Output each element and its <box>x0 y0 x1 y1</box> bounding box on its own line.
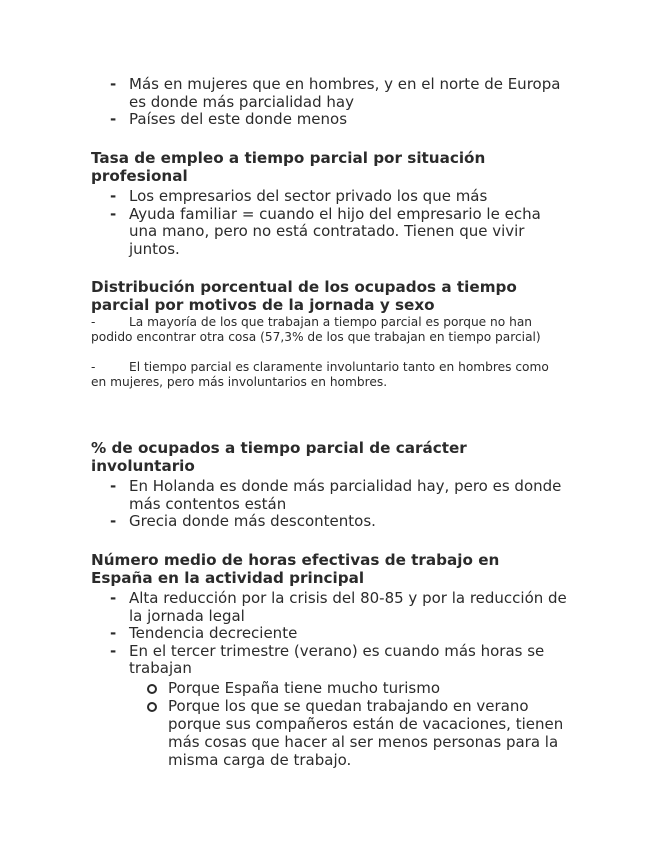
bullet-list <box>0 76 569 129</box>
sub-list-item <box>0 679 568 697</box>
dash-bullet: - <box>110 75 117 93</box>
dash-bullet: - <box>110 512 117 530</box>
list-item <box>0 76 569 111</box>
sub-list-item <box>0 697 568 769</box>
list-item <box>0 625 569 643</box>
bullet-list <box>0 188 569 258</box>
dash-bullet: - <box>91 360 96 374</box>
section-intro <box>0 76 569 129</box>
list-item-text: Países del este donde menos <box>129 110 348 128</box>
list-item-text: Los empresarios del sector privado los que más <box>129 187 488 205</box>
bullet-list <box>0 478 569 531</box>
section-involuntary <box>0 440 569 531</box>
circle-bullet-icon <box>147 702 157 712</box>
dash-bullet: - <box>110 624 117 642</box>
list-item-text: Alta reducción por la crisis del 80-85 y por la reducción de la jornada legal <box>129 589 567 625</box>
list-item <box>0 478 569 513</box>
list-item <box>0 513 569 531</box>
section-employment-rate <box>0 150 569 258</box>
note-paragraph <box>0 315 561 345</box>
list-item-text: Tendencia decreciente <box>129 624 298 642</box>
list-item-text: Más en mujeres que en hombres, y en el norte de Europa es donde más parcialidad hay <box>129 75 561 111</box>
list-item-text: Grecia donde más descontentos. <box>129 512 376 530</box>
bullet-list <box>0 590 569 678</box>
list-item <box>0 188 569 206</box>
sub-list-item-text: Porque España tiene mucho turismo <box>168 678 441 697</box>
dash-bullet: - <box>110 477 117 495</box>
sub-list-item-text: Porque los que se quedan trabajando en verano porque sus compañeros están de vacaciones, tienen más cosas que hacer al ser menos personas para la misma carga de trabajo. <box>168 696 564 769</box>
list-item-text: En el tercer trimestre (verano) es cuando más horas se trabajan <box>129 641 545 677</box>
dash-bullet: - <box>110 641 117 660</box>
list-item <box>0 111 569 129</box>
section-heading: Tasa de empleo a tiempo parcial por situación profesional <box>91 149 486 185</box>
section-heading: Distribución porcentual de los ocupados a tiempo parcial por motivos de la jornada y sexo <box>91 278 517 314</box>
list-item <box>0 206 569 259</box>
dash-bullet: - <box>110 589 117 607</box>
sub-bullet-list <box>0 679 569 769</box>
section-heading: % de ocupados a tiempo parcial de carácter involuntario <box>91 439 467 475</box>
section-heading: Número medio de horas efectivas de trabajo en España en la actividad principal <box>91 551 500 587</box>
list-item-text: Ayuda familiar = cuando el hijo del empresario le echa una mano, pero no está contratado. Tienen que vivir juntos. <box>129 204 541 258</box>
dash-bullet: - <box>110 187 117 205</box>
circle-bullet-icon <box>147 684 157 694</box>
dash-bullet: - <box>110 204 117 223</box>
paragraph-text: El tiempo parcial es claramente involuntario tanto en hombres como en mujeres, pero más involuntarios en hombres. <box>91 360 549 389</box>
list-item-text: En Holanda es donde más parcialidad hay, pero es donde más contentos están <box>129 477 562 513</box>
section-hours <box>0 552 569 769</box>
list-item <box>0 590 569 625</box>
section-distribution <box>0 279 561 390</box>
paragraph-text: La mayoría de los que trabajan a tiempo parcial es porque no han podido encontrar otra cosa (57,3% de los que trabajan en tiempo parcial) <box>91 315 541 344</box>
note-paragraph <box>0 360 561 390</box>
list-item <box>0 643 569 678</box>
dash-bullet: - <box>110 110 117 128</box>
dash-bullet: - <box>91 315 96 329</box>
